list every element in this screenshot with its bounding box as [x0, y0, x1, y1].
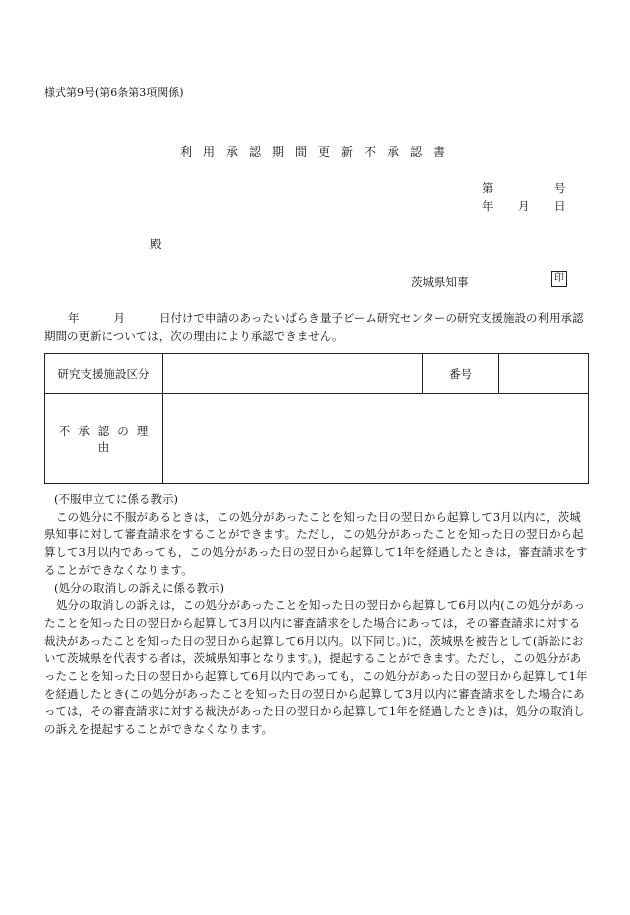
- document-title: 利用承認期間更新不承認書: [179, 145, 456, 159]
- number-suffix: 号: [554, 181, 566, 195]
- date-year: 年: [482, 199, 494, 213]
- rejection-reason-value[interactable]: [163, 394, 589, 484]
- rejection-reason-label: 不承認の理由: [45, 394, 163, 484]
- number-value[interactable]: [499, 354, 589, 394]
- intro-text: 日付けで申請のあったいばらき量子ビーム研究センターの研究支援施設の利用承認期間の更新については，次の理由により承認できません。: [44, 311, 584, 343]
- appeal-heading: (不服申立てに係る教示): [54, 492, 178, 506]
- intro-month: 月: [113, 311, 125, 325]
- form-number: 様式第9号(第6条第3項関係): [44, 86, 184, 99]
- legal-notice: [44, 491, 590, 739]
- facility-category-label: 研究支援施設区分: [45, 354, 163, 394]
- number-prefix: 第: [482, 181, 494, 195]
- date-month: 月: [518, 199, 530, 213]
- intro-year: 年: [68, 311, 80, 325]
- intro-paragraph: [44, 309, 589, 345]
- seal-stamp: 印: [551, 271, 567, 287]
- lawsuit-heading: (処分の取消しの訴えに係る教示): [54, 580, 224, 595]
- date-day: 日: [554, 199, 566, 213]
- lawsuit-text: 処分の取消しの訴えは，この処分があったことを知った日の翌日から起算して6月以内(この処分があったことを知った日の翌日から起算して3月以内に審査請求をした場合にあっては，その審査請求に対する裁決があったことを知った日の翌日から起算して6月以内。以下同じ。)に，茨城県を被告として(訴訟において茨城県を代表する者は，茨城県知事となります。)，提起することができます。ただし，この処分があったことを知った日の翌日から起算して6月以内であっても，この処分があった日の翌日から起算して1年を経過したとき(この処分があったことを知った日の翌日から起算して3月以内に審査請求をした場合にあっては，その審査請求に対する裁決があった日の翌日から起算して1年を経過したとき)は，処分の取消しの訴えを提起することができなくなります。: [44, 598, 588, 737]
- number-label: 番号: [423, 354, 499, 394]
- appeal-text: この処分に不服があるときは，この処分があったことを知った日の翌日から起算して3月以内に，茨城県知事に対して審査請求をすることができます。ただし，この処分があったことを知った日の翌日から起算して3月以内であっても，この処分があった日の翌日から起算して1年を経過したときは，審査請求をすることができなくなります。: [44, 509, 588, 577]
- facility-category-value[interactable]: [163, 354, 423, 394]
- addressee-honorific: 殿: [150, 237, 162, 251]
- issuer-name: 茨城県知事: [411, 275, 469, 289]
- application-table: [44, 353, 589, 484]
